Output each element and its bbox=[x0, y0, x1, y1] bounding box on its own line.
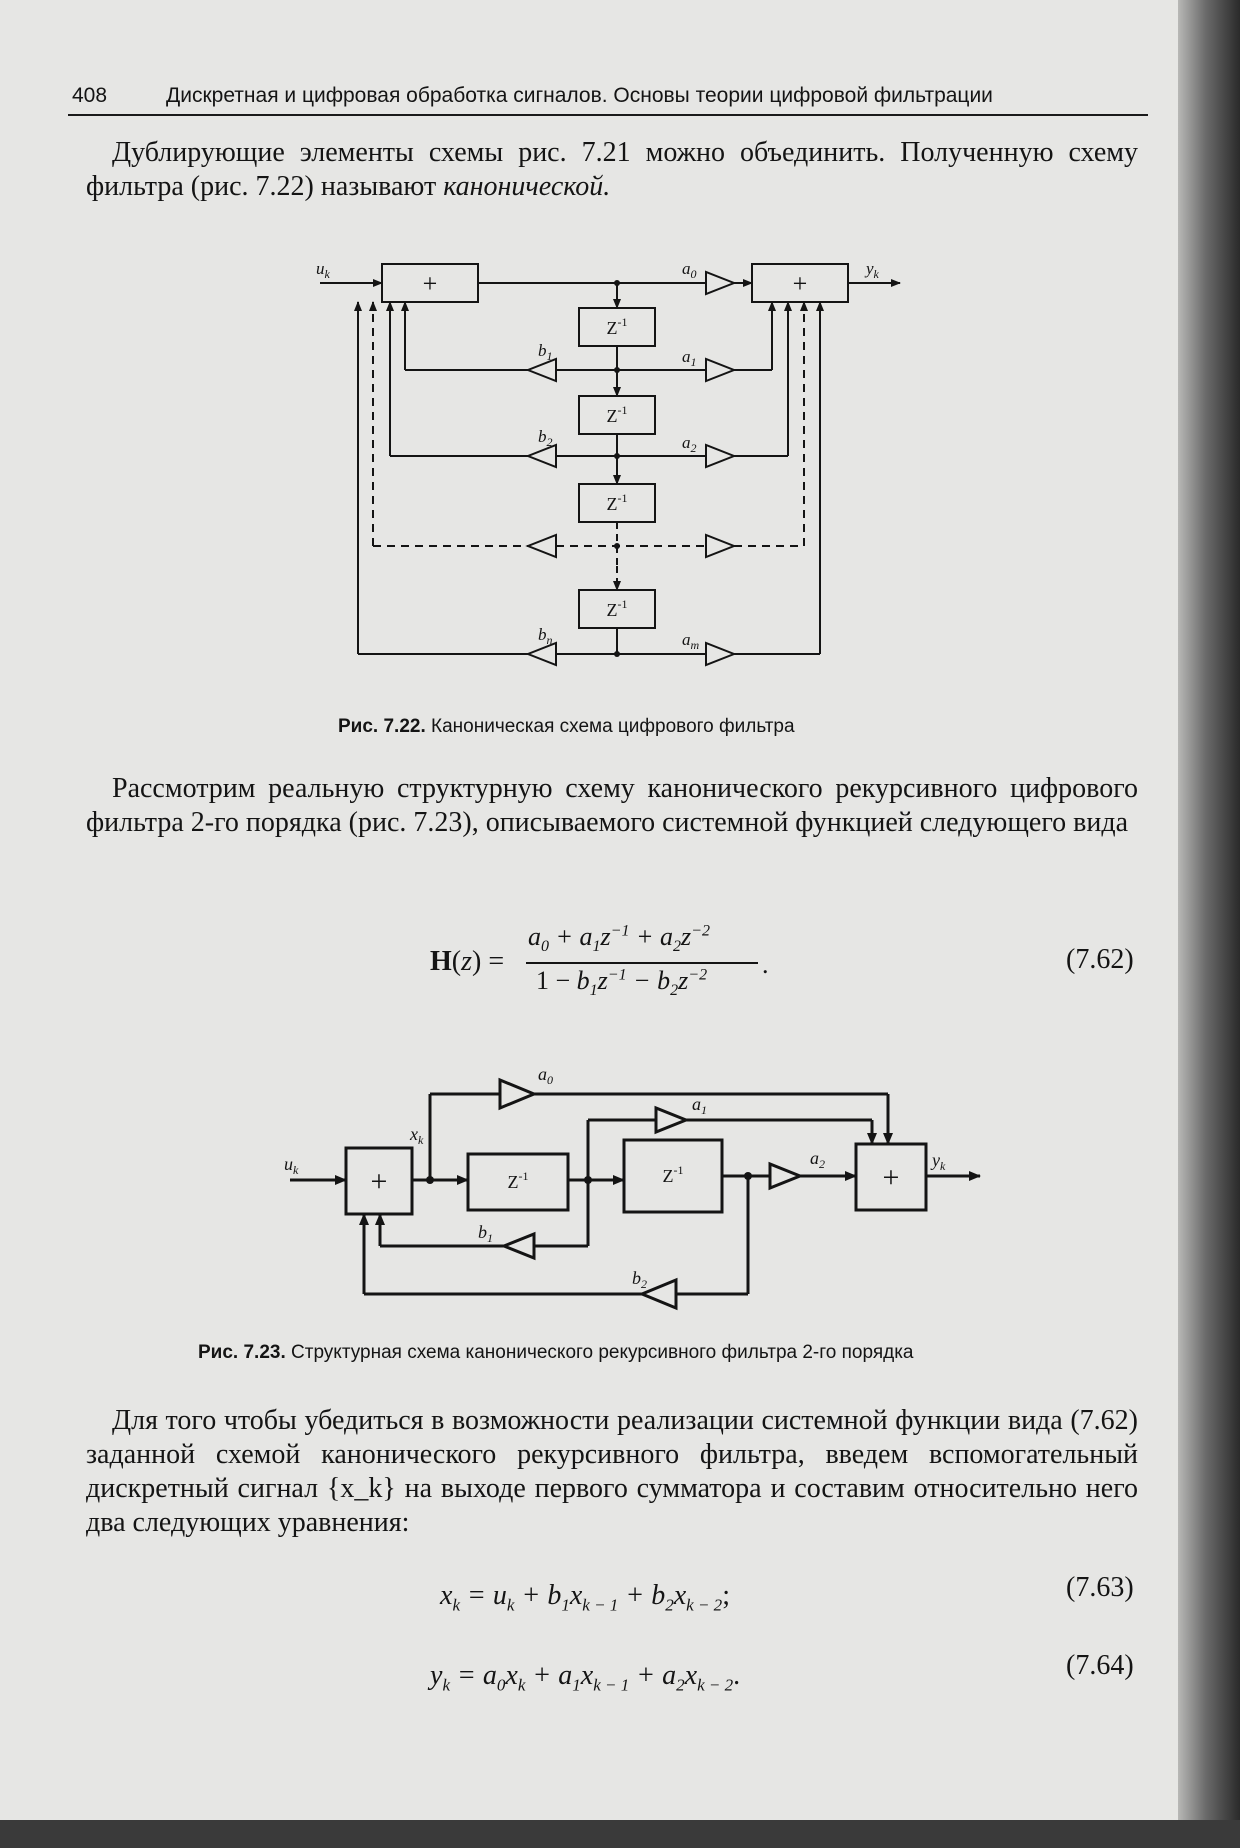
fig723-label-b1: $b_1$ bbox=[478, 1222, 493, 1245]
fig723-adder1-plus: + bbox=[370, 1165, 388, 1198]
bi-gain-triangle bbox=[528, 535, 556, 557]
eq-762-number: (7.62) bbox=[1066, 944, 1134, 975]
eq-762-fraction-bar bbox=[526, 962, 758, 964]
paragraph-3-text: Для того чтобы убедиться в возможности реализации системной функции вида (7.62) заданной схемой канонического рекурсивного фильтра, введем вспомогательный дискретный сигнал {x_k} на выходе первого сумматора и составим относительно него два следующих уравнения: bbox=[86, 1405, 1138, 1538]
eq-762-denominator: $1 - b_1z^{-1} - b_2z^{-2}$ bbox=[536, 966, 708, 1000]
page-header bbox=[72, 84, 1140, 112]
caption-722-label: Рис. 7.22. bbox=[338, 716, 426, 737]
paragraph-2 bbox=[86, 772, 1138, 840]
fig723-label-a0: $a_0$ bbox=[538, 1064, 553, 1087]
fig723-a2-triangle bbox=[770, 1164, 800, 1188]
fig723-output-yk: $y_k$ bbox=[932, 1150, 946, 1173]
a2-gain-triangle bbox=[706, 445, 734, 467]
label-b1: $b_1$ bbox=[538, 341, 553, 363]
fig723-adder2-plus: + bbox=[882, 1161, 900, 1194]
label-bn: $b_n$ bbox=[538, 625, 553, 647]
input-label-uk: $u_k$ bbox=[316, 259, 330, 281]
label-a1: $a_1$ bbox=[682, 347, 697, 369]
am-gain-triangle bbox=[706, 643, 734, 665]
label-a0: $a_0$ bbox=[682, 259, 697, 281]
figure-7-22-caption bbox=[338, 716, 795, 738]
caption-723-label: Рис. 7.23. bbox=[198, 1342, 286, 1363]
fig723-b1-triangle bbox=[504, 1234, 534, 1258]
eq-762-lhs: H(z) = bbox=[430, 946, 505, 977]
scan-bottom-edge bbox=[0, 1820, 1240, 1848]
figure-7-22-diagram bbox=[310, 244, 930, 694]
intro-emphasis: канонической. bbox=[443, 171, 611, 202]
page-number: 408 bbox=[72, 84, 108, 107]
equation-7-64: $y_k = a_0x_k + a_1x_{k - 1} + a_2x_{k - 2}$. bbox=[430, 1660, 741, 1695]
intro-text: Дублирующие элементы схемы рис. 7.21 можно объединить. Полученную схему фильтра (рис. 7.22) называют bbox=[86, 137, 1138, 202]
output-adder-plus: + bbox=[792, 269, 808, 298]
paragraph-2-text: Рассмотрим реальную структурную схему канонического рекурсивного цифрового фильтра 2-го порядка (рис. 7.23), описываемого системной функцией следующего вида bbox=[86, 773, 1138, 838]
delay-label-1: $Z^{-1}$ bbox=[606, 315, 628, 338]
header-rule bbox=[68, 114, 1148, 116]
figure-7-23-caption bbox=[198, 1342, 914, 1364]
fig723-input-uk: $u_k$ bbox=[284, 1154, 299, 1177]
equation-7-63: $x_k = u_k + b_1x_{k - 1} + b_2x_{k - 2}$; bbox=[440, 1580, 730, 1615]
fig723-label-b2: $b_2$ bbox=[632, 1268, 647, 1291]
a0-gain-triangle bbox=[706, 272, 734, 294]
fig723-state-xk: $x_k$ bbox=[410, 1124, 424, 1147]
eq-764-number: (7.64) bbox=[1066, 1650, 1134, 1681]
eq-762-dot: . bbox=[762, 950, 769, 979]
label-a2: $a_2$ bbox=[682, 433, 697, 455]
input-adder-plus: + bbox=[422, 269, 438, 298]
book-spine-shadow bbox=[1178, 0, 1240, 1848]
fig723-label-a1: $a_1$ bbox=[692, 1094, 707, 1117]
eq-763-number: (7.63) bbox=[1066, 1572, 1134, 1603]
delay-label-n: $Z^{-1}$ bbox=[606, 597, 628, 620]
intro-paragraph bbox=[86, 136, 1138, 204]
paragraph-3 bbox=[86, 1404, 1138, 1540]
fig723-a0-triangle bbox=[500, 1080, 534, 1108]
ai-gain-triangle bbox=[706, 535, 734, 557]
delay-label-3: $Z^{-1}$ bbox=[606, 491, 628, 514]
fig723-delay1-label: $Z^{-1}$ bbox=[507, 1169, 529, 1192]
a1-gain-triangle bbox=[706, 359, 734, 381]
running-title: Дискретная и цифровая обработка сигналов. Основы теории цифровой фильтрации bbox=[166, 84, 993, 107]
fig723-label-a2: $a_2$ bbox=[810, 1148, 825, 1171]
caption-722-text: Каноническая схема цифрового фильтра bbox=[425, 716, 795, 737]
caption-723-text: Структурная схема канонического рекурсивного фильтра 2-го порядка bbox=[285, 1342, 914, 1363]
delay-label-2: $Z^{-1}$ bbox=[606, 403, 628, 426]
fig723-delay2-label: $Z^{-1}$ bbox=[662, 1163, 684, 1186]
eq-762-numerator: $a_0 + a_1z^{-1} + a_2z^{-2}$ bbox=[528, 922, 710, 956]
fig723-a1-triangle bbox=[656, 1108, 686, 1132]
output-label-yk: $y_k$ bbox=[866, 259, 879, 281]
fig723-b2-triangle bbox=[642, 1280, 676, 1308]
label-am: $a_m$ bbox=[682, 630, 700, 652]
label-b2: $b_2$ bbox=[538, 427, 553, 449]
equation-7-62 bbox=[430, 920, 770, 1000]
figure-7-23-diagram bbox=[280, 1040, 1000, 1320]
